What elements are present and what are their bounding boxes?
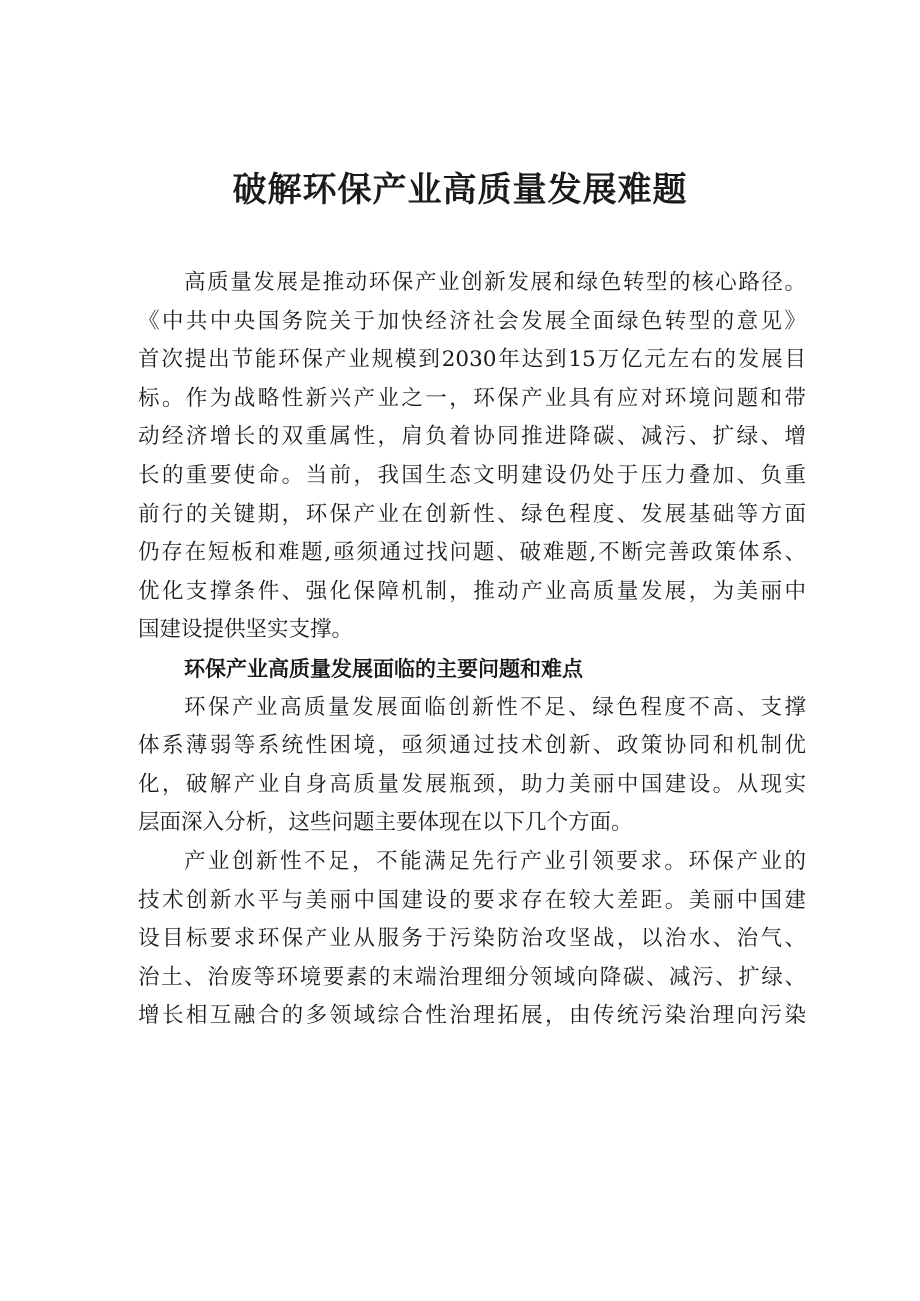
text-line: 设目标要求环保产业从服务于污染防治攻坚战，以治水、治气、 [138,926,806,952]
text-line: 治土、治废等环境要素的末端治理细分领域向降碳、减污、扩绿、 [138,964,806,990]
text-line: 首次提出节能环保产业规模到2030年达到15万亿元左右的发展目 [138,347,806,373]
text-line: 体系薄弱等系统性困境，亟须通过技术创新、政策协同和机制优 [138,733,806,759]
text-line: 产业创新性不足，不能满足先行产业引领要求。环保产业的 [184,848,806,874]
text-line: 长的重要使命。当前，我国生态文明建设仍处于压力叠加、负重 [138,462,806,488]
text-line: 高质量发展是推动环保产业创新发展和绿色转型的核心路径。 [184,270,806,295]
section-heading: 环保产业高质量发展面临的主要问题和难点 [184,656,583,681]
text-line: 层面深入分析，这些问题主要体现在以下几个方面。 [138,810,633,836]
document-body [138,264,806,1036]
document-title: 破解环保产业高质量发展难题 [232,170,688,210]
text-line: 标。作为战略性新兴产业之一，环保产业具有应对环境问题和带 [138,385,806,411]
text-line: 化，破解产业自身高质量发展瓶颈，助力美丽中国建设。从现实 [138,771,806,797]
text-line: 环保产业高质量发展面临创新性不足、绿色程度不高、支撑 [184,694,806,720]
text-line: 仍存在短板和难题,亟须通过找问题、破难题,不断完善政策体系、 [138,540,806,566]
text-line: 前行的关键期，环保产业在创新性、绿色程度、发展基础等方面 [138,501,806,527]
text-line: 国建设提供坚实支撑。 [138,617,354,643]
text-line: 优化支撑条件、强化保障机制，推动产业高质量发展，为美丽中 [138,578,806,604]
text-line: 动经济增长的双重属性，肩负着协同推进降碳、减污、扩绿、增 [138,424,806,450]
text-line: 技术创新水平与美丽中国建设的要求存在较大差距。美丽中国建 [138,887,806,913]
text-line: 增长相互融合的多领域综合性治理拓展，由传统污染治理向污染 [138,1003,806,1029]
text-line: 《中共中央国务院关于加快经济社会发展全面绿色转型的意见》 [138,308,806,334]
